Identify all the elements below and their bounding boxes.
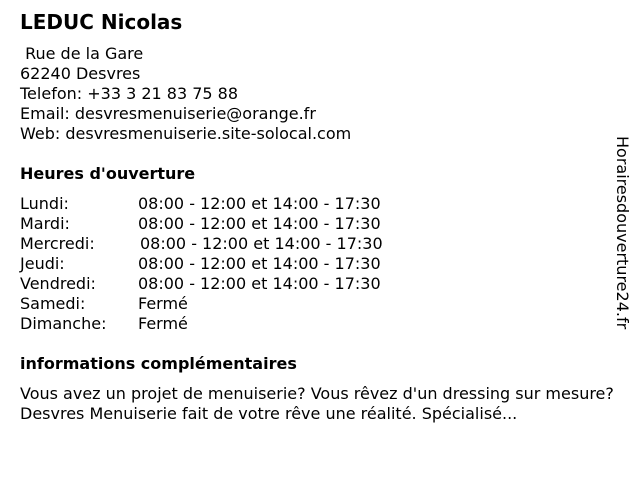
- time-value: 08:00 - 12:00 et 14:00 - 17:30: [140, 234, 383, 253]
- time-value: Fermé: [138, 294, 188, 313]
- email-line: Email: desvresmenuiserie@orange.fr: [20, 104, 316, 123]
- phone-line: Telefon: +33 3 21 83 75 88: [20, 84, 239, 103]
- hours-heading: Heures d'ouverture: [20, 164, 196, 183]
- day-label: Jeudi:: [20, 254, 65, 273]
- time-value: Fermé: [138, 314, 188, 333]
- web-line: Web: desvresmenuiserie.site-solocal.com: [20, 124, 352, 143]
- day-label: Lundi:: [20, 194, 69, 213]
- day-label: Samedi:: [20, 294, 86, 313]
- contact-block: [20, 44, 351, 144]
- description-text: Vous avez un projet de menuiserie? Vous rêvez d'un dressing sur mesure? Desvres Menuiserie fait de votre rêve une réalité. Spécialisé...: [20, 384, 614, 423]
- day-label: Dimanche:: [20, 314, 107, 333]
- site-watermark: Horairesdouverture24.fr: [613, 136, 632, 330]
- business-name: LEDUC Nicolas: [20, 10, 183, 34]
- time-value: 08:00 - 12:00 et 14:00 - 17:30: [138, 194, 381, 213]
- day-label: Mardi:: [20, 214, 70, 233]
- street-address: Rue de la Gare: [20, 44, 144, 63]
- time-value: 08:00 - 12:00 et 14:00 - 17:30: [138, 214, 381, 233]
- day-label: Vendredi:: [20, 274, 96, 293]
- city-postal: 62240 Desvres: [20, 64, 141, 83]
- day-label: Mercredi:: [20, 234, 95, 253]
- time-value: 08:00 - 12:00 et 14:00 - 17:30: [138, 274, 381, 293]
- time-value: 08:00 - 12:00 et 14:00 - 17:30: [138, 254, 381, 273]
- info-heading: informations complémentaires: [20, 354, 297, 373]
